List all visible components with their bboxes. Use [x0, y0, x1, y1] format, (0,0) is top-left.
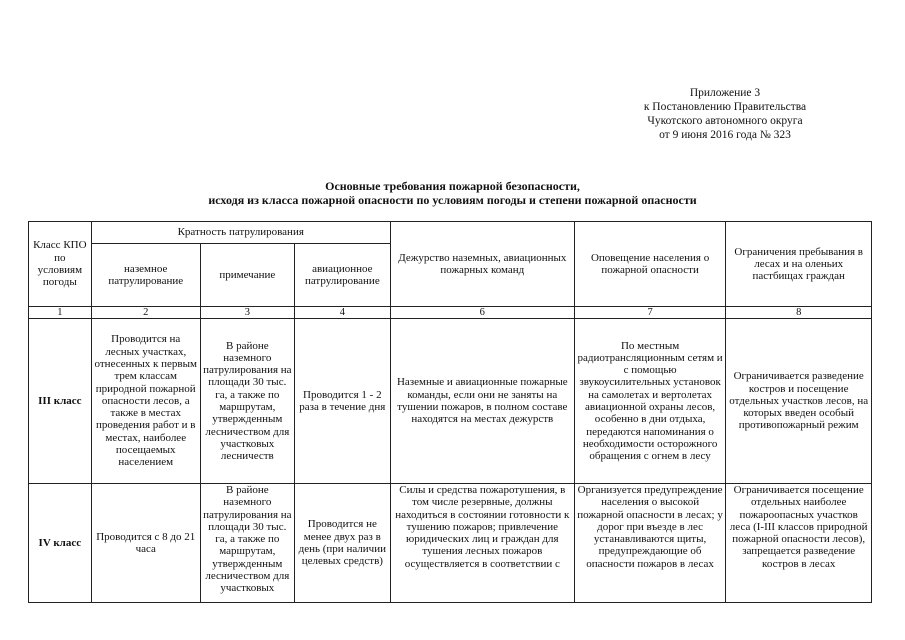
appendix-line: Чукотского автономного округа	[647, 115, 803, 127]
appendix-line: к Постановлению Правительства	[643, 101, 807, 113]
title-line: Основные требования пожарной безопасности,	[325, 179, 580, 193]
column-number: 7	[574, 307, 726, 319]
alert-cell: По местным радиотрансляционным сетям и с помощью звукоусилительных установок на самолетах и вертолетах авиационной охраны лесов, особенно в дни отдыха, передаются напоминания о необходимости осторожного обращения с огнем в лесу	[574, 319, 726, 484]
column-number: 8	[726, 307, 872, 319]
alert-text: Организуется предупреждение населения о высокой пожарной опасности в лесах; у дорог при въезде в лес устанавливаются щиты, предупреждающие об опасности пожаров в лесах	[577, 484, 723, 570]
aviation-patrol-cell: Проводится не менее двух раз в день (при наличии целевых средств)	[294, 484, 390, 603]
class-cell: IV класс	[29, 484, 92, 603]
duty-text: Силы и средства пожаротушения, в том числе резервные, должны находиться в состоянии готовности к тушению пожаров; привлечение юридических лиц и граждан для тушения лесных пожаров осуществляется в соответствии с	[395, 484, 570, 570]
duty-cell: Наземные и авиационные пожарные команды, если они не заняты на тушении пожаров, в полном составе находятся на местах дежурств	[390, 319, 574, 484]
requirements-table	[28, 221, 872, 603]
document-title	[0, 179, 905, 207]
note-cell: В районе наземного патрулирования на площади 30 тыс. га, а также по маршрутам, утвержденным лесничеством для участковых лесничеств	[200, 319, 294, 484]
header-alert: Оповещение населения о пожарной опасности	[574, 222, 726, 307]
class-cell: III класс	[29, 319, 92, 484]
header-patrol-group: Кратность патрулирования	[91, 222, 390, 244]
duty-cell	[390, 484, 574, 603]
column-number: 3	[200, 307, 294, 319]
header-restrict: Ограничения пребывания в лесах и на оленьих пастбищах граждан	[726, 222, 872, 307]
note-text: В районе наземного патрулирования на площади 30 тыс. га, а также по маршрутам, утвержденным лесничеством для участковых	[203, 484, 292, 595]
appendix-header	[610, 86, 840, 142]
alert-cell	[574, 484, 726, 603]
appendix-line: Приложение 3	[689, 87, 761, 99]
appendix-line: от 9 июня 2016 года № 323	[659, 129, 791, 141]
ground-patrol-cell: Проводится с 8 до 21 часа	[91, 484, 200, 603]
column-number: 4	[294, 307, 390, 319]
header-aviation-patrol: авиационное патрулирование	[294, 244, 390, 307]
column-number: 6	[390, 307, 574, 319]
aviation-patrol-cell: Проводится 1 - 2 раза в течение дня	[294, 319, 390, 484]
title-line: исходя из класса пожарной опасности по условиям погоды и степени пожарной опасности	[208, 193, 697, 207]
table-row	[29, 484, 872, 603]
header-duty: Дежурство наземных, авиационных пожарных команд	[390, 222, 574, 307]
column-number: 2	[91, 307, 200, 319]
header-note: примечание	[200, 244, 294, 307]
restrict-cell: Ограничивается разведение костров и посещение отдельных участков лесов, на которых введен особый противопожарный режим	[726, 319, 872, 484]
header-ground-patrol: наземное патрулирование	[91, 244, 200, 307]
column-number: 1	[29, 307, 92, 319]
restrict-cell	[726, 484, 872, 603]
table-row	[29, 319, 872, 484]
ground-patrol-cell: Проводится на лесных участках, отнесенных к первым трем классам природной пожарной опасности лесов, а также в местах проведения работ и в местах, наиболее посещаемых населением	[91, 319, 200, 484]
note-cell	[200, 484, 294, 603]
column-number-row	[29, 307, 872, 319]
header-class: Класс КПО по условиям погоды	[29, 222, 92, 307]
restrict-text: Ограничивается посещение отдельных наиболее пожароопасных участков леса (I-III классов природной пожарной опасности лесов), запрещается разведение костров в лесах	[729, 484, 868, 570]
